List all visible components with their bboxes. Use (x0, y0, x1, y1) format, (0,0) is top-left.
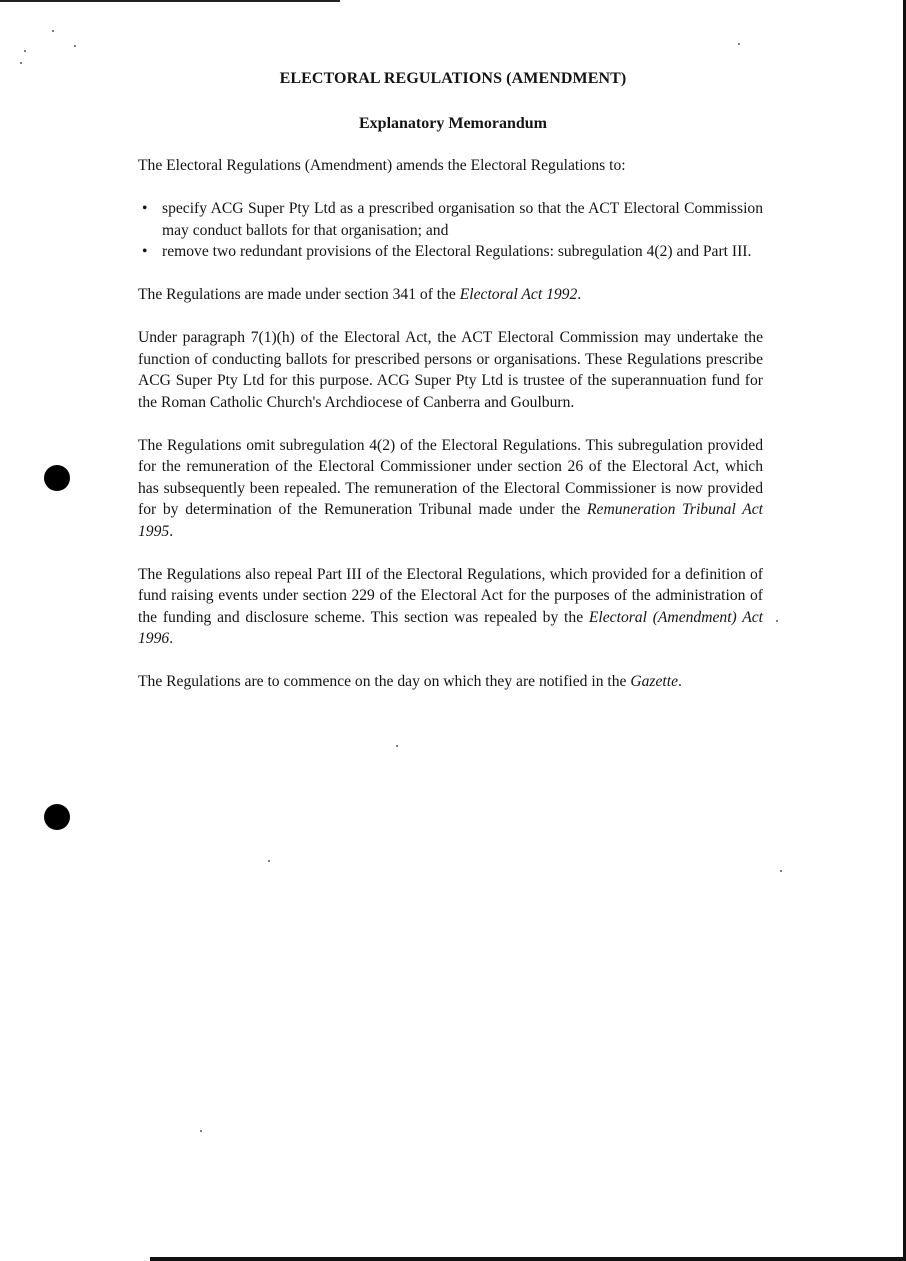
paragraph-text: The Regulations are made under section 341 of the (138, 286, 460, 303)
act-title: Electoral Act 1992 (459, 286, 578, 303)
bullet-icon: • (142, 243, 148, 260)
paragraph-end: . (169, 522, 174, 540)
paragraph-end: . (169, 630, 174, 647)
list-item-text: specify ACG Super Pty Ltd as a prescribed organisation so that the ACT Electoral Commission may conduct ballots for that organisation; and (162, 200, 763, 239)
scan-speck (738, 43, 740, 45)
scan-speck (74, 45, 76, 47)
act-title: Remuneration Tribunal Act 1995 (138, 501, 764, 540)
list-item (138, 198, 763, 241)
bullet-icon: • (142, 200, 148, 217)
paragraph-text: The Regulations also repeal Part III of the Electoral Regulations, which provided for a definition of fund raising events under section 229 of the Electoral Act for the purposes of the administration of the funding and disclosure scheme. This section was repealed by the (138, 565, 763, 626)
repeal-part-iii-paragraph (138, 564, 763, 650)
paragraph-7-paragraph: Under paragraph 7(1)(h) of the Electoral Act, the ACT Electoral Commission may undertake the function of conducting ballots for prescribed persons or organisations. These Regulations prescribe ACG Super Pty Ltd for this purpose. ACG Super Pty Ltd is trustee of the superannuation fund for the Roman Catholic Church's Archdiocese of Canberra and Goulburn. (138, 329, 763, 411)
punch-hole-bottom (44, 804, 70, 830)
scan-speck (776, 620, 778, 622)
made-under-paragraph (138, 284, 763, 306)
intro-paragraph: The Electoral Regulations (Amendment) amends the Electoral Regulations to: (138, 157, 626, 174)
scan-speck (20, 62, 22, 64)
document-title: ELECTORAL REGULATIONS (AMENDMENT) (279, 70, 627, 87)
document-subtitle: Explanatory Memorandum (359, 115, 547, 132)
scan-speck (268, 860, 270, 862)
paragraph-text: The Regulations omit subregulation 4(2) of the Electoral Regulations. This subregulation provided for the remuneration of the Electoral Commissioner under section 26 of the Electoral Act, which has subsequently been repealed. The remuneration of the Electoral Commissioner is now provided for by determination of the Remuneration Tribunal made under the (138, 436, 763, 518)
list-item-text: remove two redundant provisions of the Electoral Regulations: subregulation 4(2) and Part III. (162, 243, 752, 260)
scan-edge-top (0, 0, 340, 2)
amendment-list (138, 198, 763, 263)
scan-speck (52, 30, 54, 32)
list-item (138, 241, 763, 263)
punch-hole-top (44, 465, 70, 491)
scan-speck (200, 1130, 202, 1132)
paragraph-end: . (577, 286, 582, 303)
paragraph-end: . (678, 673, 682, 690)
scan-edge-bottom (150, 1257, 906, 1261)
act-title: Electoral (Amendment) Act 1996 (138, 608, 763, 647)
scan-speck (24, 50, 26, 52)
paragraph-text: The Regulations are to commence on the day on which they are notified in the (138, 673, 631, 690)
scan-speck (396, 745, 398, 747)
memorandum-body (138, 155, 763, 714)
commencement-paragraph (138, 671, 763, 693)
omit-subregulation-paragraph (138, 435, 763, 543)
gazette-title: Gazette (630, 673, 678, 690)
scan-speck (780, 870, 782, 872)
